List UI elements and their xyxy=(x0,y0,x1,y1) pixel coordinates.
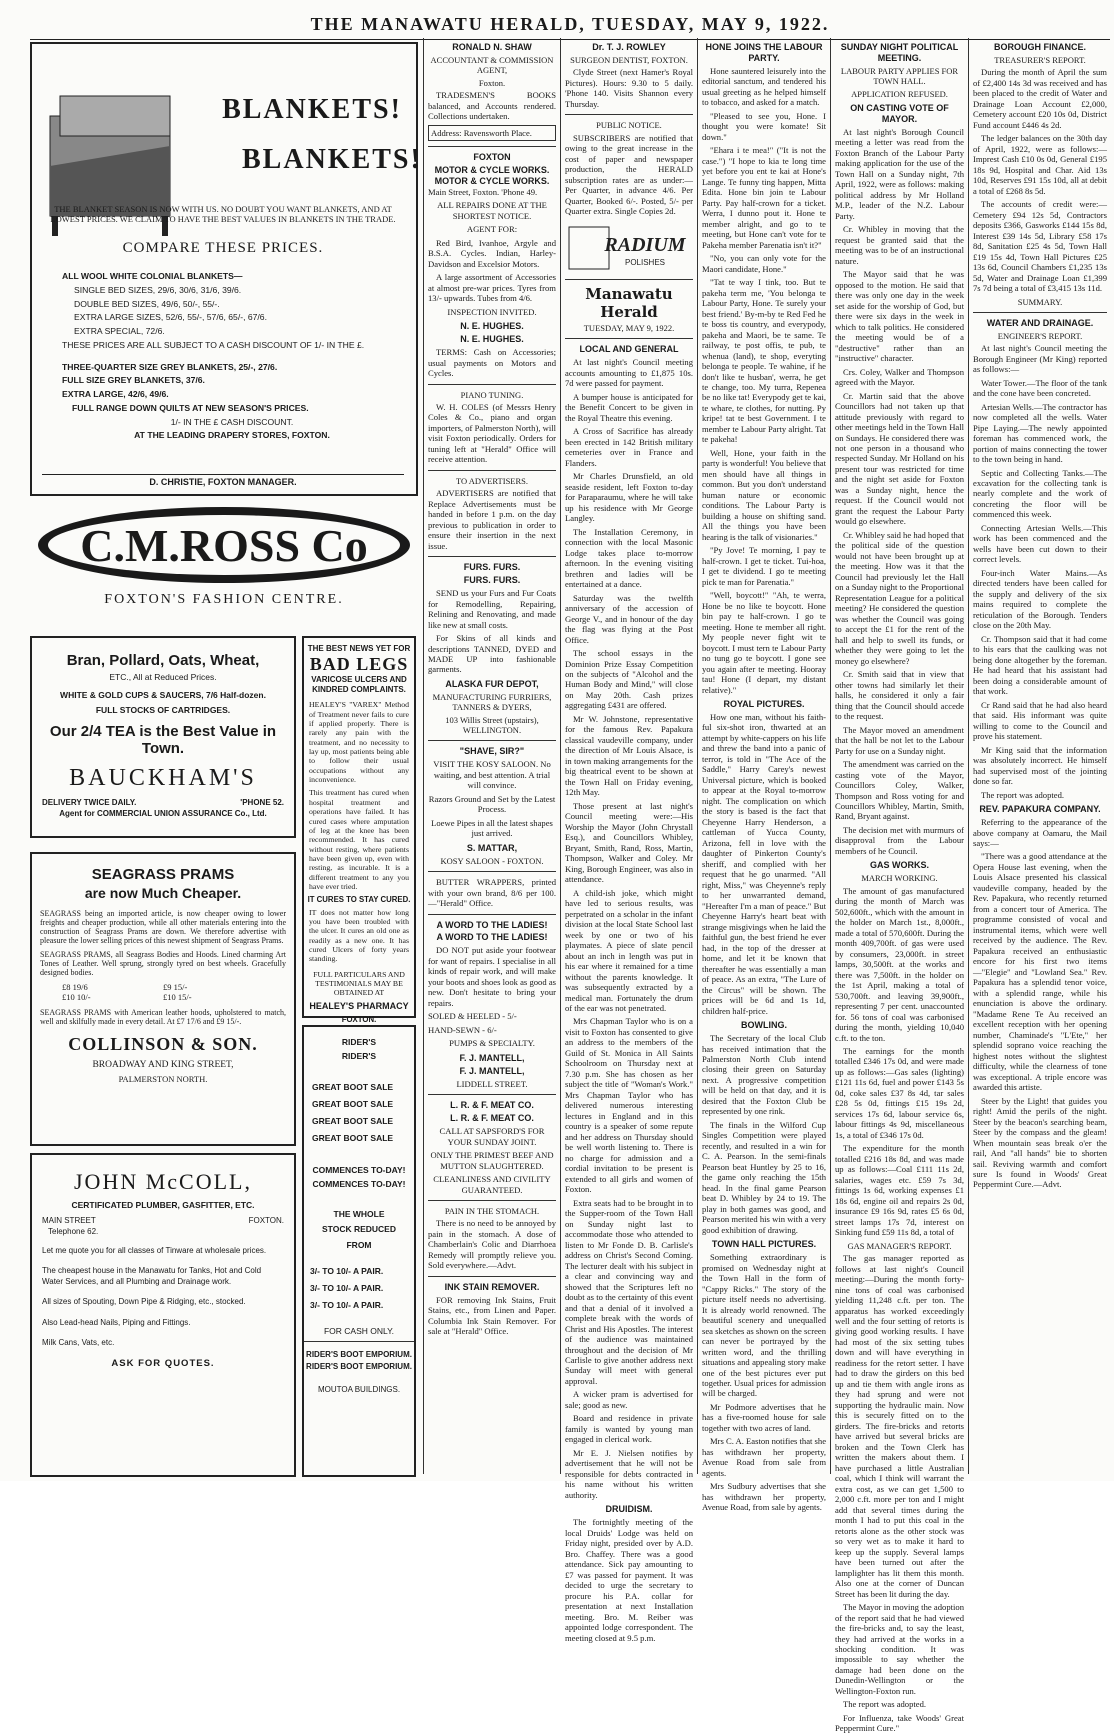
alaska-name: ALASKA FUR DEPOT, xyxy=(445,678,539,689)
news-paragraph: At last night's Council meeting the Borough Engineer (Mr King) reported as follows:— xyxy=(973,343,1107,375)
price-line: DOUBLE BED SIZES, 49/6, 50/-, 55/-. xyxy=(74,298,220,309)
meat-name: L. R. & F. MEAT CO. xyxy=(450,1100,534,1111)
healeys-name: HEALEY'S PHARMACY xyxy=(309,1000,409,1011)
news-paragraph: Those present at last night's Council meeting were:—His Worship the Mayor (John Chrystall Esq.), and Councillors Whibley, Bryant, Smith, Rand, Ross, Martin, Thompson, Walker and Coley. Mr King, Borough Engineer, was also in attendance. xyxy=(565,800,693,885)
bauckham-line: Bran, Pollard, Oats, Wheat, xyxy=(66,652,260,669)
news-paragraph: The expenditure for the month totalled £216 18s 8d, and was made up as follows:—Coal £111 11s 2d, salaries, wages etc. £59 7s 3d, fittings 1s 6d, working expenses £1 18s 6d, engine oil and repairs 2s 0d, insurance £9 16s 9d, rates £5 6s 0d, street lamps 17s 7d, interest on Sinking fund £59 11s 8d, a total of xyxy=(835,1143,964,1238)
badlegs-advert xyxy=(302,636,416,1025)
news-paragraph: The Mayor moved an amendment that the hall be not let to the Labour Party for use on a Sunday night. xyxy=(835,724,964,756)
price: £9 15/- xyxy=(163,982,188,992)
ladies-text: DO NOT put aside your footwear for want of repairs. I specialise in all kinds of repair work, and will make your boots and shoes look as good as new. Don't hesitate to bring your repairs. xyxy=(428,945,556,1008)
mccoll-line: All sizes of Spouting, Down Pipe & Ridging, etc., stocked. xyxy=(42,1297,246,1307)
blankets-title-1: BLANKETS! xyxy=(222,94,402,125)
blanket-price-list xyxy=(62,270,402,443)
alaska-text: 103 Willis Street (upstairs), WELLINGTON. xyxy=(445,714,539,735)
finance-heading: BOROUGH FINANCE. xyxy=(994,42,1086,52)
news-paragraph: The Mayor in moving the adoption of the report said that he had viewed the fire-bricks and, to say the least, they had arrived at the works in a shocking condition. It was impossible to say whether the damage had been done on the Dunedin-Wellington or the Wellington-Foxton run. xyxy=(835,1602,964,1696)
prams-advert xyxy=(30,852,296,1146)
kosy-text: VISIT THE KOSY SALOON. No waiting, and best attention. A trial will convince. xyxy=(433,759,551,791)
mccoll-line: Milk Cans, Vats, etc. xyxy=(42,1337,115,1347)
price-line: EXTRA SPECIAL, 72/6. xyxy=(74,326,165,336)
prams-text: SEAGRASS PRAMS with American leather hoods, upholstered to match, well and skilfully made in every detail. At £7 17/6 and £9 15/-. xyxy=(40,1008,286,1026)
column-6 xyxy=(973,38,1107,1474)
riders-cash: FOR CASH ONLY. xyxy=(323,1325,395,1336)
papakura-heading: REV. PAPAKURA COMPANY. xyxy=(979,804,1101,815)
news-paragraph: Connecting Artesian Wells.—This work has been commenced and the wells have been cut down to their correct levels. xyxy=(973,522,1107,565)
notice-heading: PUBLIC NOTICE. xyxy=(596,120,662,131)
shaw-name: RONALD N. SHAW xyxy=(452,42,532,52)
phone-text: 'PHONE 52. xyxy=(240,798,284,807)
column-4 xyxy=(702,38,827,1513)
news-paragraph: The report was adopted. xyxy=(843,1699,927,1710)
price-line: 1/- IN THE £ CASH DISCOUNT. xyxy=(170,416,294,427)
advertisers-text: ADVERTISERS are notified that Replace Advertisements must be handed in before 1 p.m. on the day previous to publication in order to ensure their insertion in the next issue. xyxy=(428,488,556,551)
repair-price: HAND-SEWN - 6/- xyxy=(428,1024,497,1035)
news-paragraph: The Mayor said that he was opposed to the motion. He said that there was only one day in the week set aside for the worship of God, but there were six days in the week in which to talk politics. He considered the meeting would be of a "destructive" rather than an "instructive" character. xyxy=(835,269,964,364)
political-subheading: ON CASTING VOTE OF MAYOR. xyxy=(850,103,949,124)
news-paragraph: "Py Jove! Te morning, I pay te half-crown. I get te ticket. Tui-hoa, I get te dividend. I go te meeting pick te man for Parenatia." xyxy=(702,545,826,587)
compare-heading: COMPARE THESE PRICES. xyxy=(122,240,324,256)
mccoll-line: Also Lead-head Nails, Piping and Fittings. xyxy=(42,1317,191,1327)
collinson-name: COLLINSON & SON. xyxy=(68,1034,258,1054)
bauckham-agent: Agent for COMMERCIAL UNION ASSURANCE Co., Ltd. xyxy=(59,809,267,818)
riders-emporium: RIDER'S BOOT EMPORIUM. xyxy=(306,1361,412,1371)
bauckham-footer xyxy=(42,798,284,807)
riders-whole: THE WHOLE STOCK REDUCED FROM xyxy=(322,1209,396,1250)
motor-terms: TERMS: Cash on Accessories; usual payments on Motors and Cycles. xyxy=(428,347,556,379)
ladies-heading: A WORD TO THE LADIES! xyxy=(436,919,548,930)
motor-agents: Red Bird, Ivanhoe, Argyle and B.S.A. Cycles. Indian, Harley-Davidson and Excelsior Motors. xyxy=(428,237,556,269)
shaw-town: Foxton. xyxy=(478,77,506,88)
motor-accessories: A large assortment of Accessories at almost pre-war prices. Tyres from 13/- upwards. Tubes from 4/6. xyxy=(428,272,556,304)
price-line: SINGLE BED SIZES, 29/6, 30/6, 31/6, 39/6. xyxy=(74,284,242,295)
political-subheading: LABOUR PARTY APPLIES FOR TOWN HALL. xyxy=(840,65,959,87)
price-line: FULL RANGE DOWN QUILTS AT NEW SEASON'S PRICES. xyxy=(72,402,309,413)
news-paragraph: "No, you can only vote for the Maori candidate, Hone." xyxy=(702,253,826,274)
meat-name: L. R. & F. MEAT CO. xyxy=(450,1113,534,1124)
sale-line: GREAT BOOT SALE xyxy=(312,1116,394,1126)
blankets-title-2: BLANKETS! xyxy=(242,144,422,175)
hughes-name: N. E. HUGHES. xyxy=(460,334,524,345)
news-paragraph: Mrs Chapman Taylor who is on a visit to Foxton has consented to give an address to the members of the Guild of St. Monica in All Saints Schoolroom on Thursday next at 7.30 p.m. She has chosen as her subject the title of "Woman's Work." Mrs Chapman Taylor who has delivered numerous interesting lectures in England and in this country is a speaker of some repute and her address on Thursday should be well worth listening to. There is no charge for admission and a cordial invitation to be present is extended to all girls and women of Foxton. xyxy=(565,1016,693,1195)
motor-agent: AGENT FOR: xyxy=(466,224,518,235)
badlegs-text: HEALEY'S "VAREX" Method of Treatment never fails to cure if applied properly. There is rarely any pain with the treatment, and no necessity to lay up, most patients being able to follow their usual occupations without any inconvenience. xyxy=(309,700,409,785)
news-paragraph: Mr E. J. Nielsen notifies by advertisement that he will not be responsible for debts contracted in his name without his written authority. xyxy=(565,1447,693,1500)
news-paragraph: Mr W. Johnstone, representative for the famous Rev. Papakura classical vaudeville company, under the direction of Mr Louis Alsace, is in town making arrangements for the big theatrical event to be shown at the Town Hall on Friday evening, 12th May. xyxy=(565,713,693,798)
bauckham-line: FULL STOCKS OF CARTRIDGES. xyxy=(95,705,231,715)
badlegs-text: This treatment has cured when hospital treatment and operations have failed. It has cured cases where amputation of leg at the knee has been recommended. It has cured without resting, where patients have been given up, even with resting, as incurable. It is a different treatment to any you have ever tried. xyxy=(309,788,409,891)
svg-text:RADIUM: RADIUM xyxy=(604,233,686,256)
news-paragraph: The fortnightly meeting of the local Druids' Lodge was held on Friday night, presided over by A.D. Bro. Chaffey. There was a good attendance. Sick pay amounting to £7 was passed for payment. It was decided to urge the secretary to procure his P.A. collar for presentation at next Installation meeting. Bro. M. Reiber was appointed lodge correspondent. The meeting closed at 9.5 p.m. xyxy=(565,1517,693,1643)
news-paragraph: At last night's Council meeting accounts amounting to £1,875 10s. 7d were passed for payment. xyxy=(565,357,693,389)
sale-line: GREAT BOOT SALE xyxy=(312,1133,394,1143)
news-paragraph: Artesian Wells.—The contractor has now completed all the wells. Water Pipe Laying.—The newly appointed foreman has commenced work, the portion of mains connecting the tower to the town being in hand. xyxy=(973,401,1107,465)
price-line: FULL SIZE GREY BLANKETS, 37/6. xyxy=(62,375,205,386)
shaw-address: Address: Ravensworth Place. xyxy=(428,125,556,141)
badlegs-heading: BAD LEGS xyxy=(309,653,409,674)
column-rule xyxy=(968,38,969,1474)
street: MAIN STREET xyxy=(42,1216,96,1225)
news-paragraph: Referring to the appearance of the above company at Oamaru, the Mail says:— xyxy=(973,817,1107,848)
prams-heading: are now Much Cheaper. xyxy=(84,885,242,901)
prams-heading: SEAGRASS PRAMS xyxy=(91,866,235,883)
meat-text: CALL AT SAPSFORD'S FOR YOUR SUNDAY JOINT. xyxy=(439,1126,545,1147)
rowley-name: Dr. T. J. ROWLEY xyxy=(592,42,666,52)
news-paragraph: A bumper house is anticipated for the Benefit Concert to be given in the Royal Theatre this evening. xyxy=(565,391,693,423)
news-paragraph: Hone sauntered leisurely into the editorial sanctum, and tendered his usual greeting as he helped himself to tobacco, and asked for a match. xyxy=(702,65,826,108)
news-paragraph: Cr Rand said that he had also heard that said. His informant was quite willing to come to the Council and prove his statement. xyxy=(973,699,1107,742)
news-paragraph: Mrs C. A. Easton notifies that she has withdrawn her property, Avenue Road from sale from agents. xyxy=(702,1436,827,1478)
news-paragraph: How one man, without his faith-ful six-shot iron, thwarted at an attempt by white-cappers on his life and threw the band into a panic of terror, is told in "The Ace of the Saddle," Harry Carey's newest Universal picture, which is booked to appear at the Royal to-morrow night. The complication on which the story is based is the fact that Cheyenne Harry Henderson, a cattleman of Yucca County, Arizona, fell in love with the daughter of Pinkerton County's sheriff, and complied with her request that he go unarmed. "All right, Miss," was Cheyenne's reply to her unwarranted demand, "Hereafter I'm a man of peace." But Cheyenne Harry's heart beat with strange misgivings when he laid the faithful gun, the best friend he ever had, in the top of the dresser at home, and let it be known that thereafter he was essentially a man of peace. As an extra, "The Lure of the Circus" will be shown. The prices will be 6d and 1s 1d, children half-price. xyxy=(702,712,826,1016)
meat-text: CLEANLINESS AND CIVILITY GUARANTEED. xyxy=(433,1174,551,1195)
badlegs-text: FULL PARTICULARS AND TESTIMONIALS MAY BE OBTAINED AT xyxy=(313,969,405,998)
price-line: EXTRA LARGE, 42/6, 49/6. xyxy=(62,389,169,399)
meat-text: ONLY THE PRIMEST BEEF AND MUTTON SLAUGHTERED. xyxy=(430,1150,554,1171)
price-line: THREE-QUARTER SIZE GREY BLANKETS, 25/-, 27/6. xyxy=(62,361,278,372)
motor-repairs: ALL REPAIRS DONE AT THE SHORTEST NOTICE. xyxy=(437,200,547,221)
delivery-text: DELIVERY TWICE DAILY. xyxy=(42,798,137,807)
mccoll-quotes: ASK FOR QUOTES. xyxy=(111,1358,215,1370)
rowley-text: Clyde Street (next Hamer's Royal Pictures). Hours: 9.30 to 5 daily. 'Phone 140. Visits Shannon every Thursday. xyxy=(565,67,693,109)
badlegs-heading: VARICOSE ULCERS AND KINDRED COMPLAINTS. xyxy=(311,675,407,694)
news-paragraph: Cr. Martin said that the above Councillors had not taken up that attitude previously with regard to other meetings held in the Town Hall on Sundays. He considered there was not one person in a thousand who respected Sunday. Mr Holland on his present tour was restricted for time and the night set aside for Foxton was a Sunday night, hence the request. If the Council would not grant the request the Labour Party would go elsewhere. xyxy=(835,390,964,527)
herald-date: TUESDAY, MAY 9, 1922. xyxy=(583,323,675,334)
riders-heading: RIDER'S xyxy=(341,1037,377,1047)
news-paragraph: The finals in the Wilford Cup Singles Competition were played recently, and resulted in a win for C. A. Pearson. In the semi-finals Pearson beat Huntley by 25 to 16, the game only reaching the 15th head. In the final game Pearson beat D. Whibley by 24 to 19. The play in both games was good, and Pearson merited his win with a very good exhibition of drawing. xyxy=(702,1119,826,1235)
motor-heading: FOXTON xyxy=(473,151,511,162)
news-paragraph: Mr Podmore advertises that he has a five-roomed house for sale together with two acres of land. xyxy=(702,1401,826,1433)
mccoll-line: The cheapest house in the Manawatu for Tanks, Hot and Cold Water Services, and all Plumbing and Drainage work. xyxy=(42,1266,262,1286)
collinson-address: PALMERSTON NORTH. xyxy=(118,1074,208,1084)
news-paragraph: The Installation Ceremony, in connection with the local Masonic Lodge takes place to-morrow afternoon. In the evening visiting brethren and ladies will be entertained at a dance. xyxy=(565,526,693,590)
badlegs-heading: IT CURES TO STAY CURED. xyxy=(307,895,411,905)
butter-text: BUTTER WRAPPERS, printed with your own brand, 8/6 per 100. —"Herald" Office. xyxy=(428,877,556,909)
riders-advert xyxy=(302,1025,416,1477)
blankets-intro: THE BLANKET SEASON IS NOW WITH US. NO DOUBT YOU WANT BLANKETS, AND AT LOWEST PRICES. WE CLAIM TO HAVE THE BEST VALUES IN BLANKETS IN THE TRADE. xyxy=(50,204,396,224)
kosy-text: Razors Ground and Set by the Latest Process. xyxy=(428,793,556,815)
price: £10 10/- xyxy=(62,992,91,1002)
shave-heading: "SHAVE, SIR?" xyxy=(459,746,525,757)
badlegs-heading: THE BEST NEWS YET FOR xyxy=(307,644,411,653)
mantell-name: F. J. MANTELL, xyxy=(459,1052,525,1063)
alaska-text: MANUFACTURING FURRIERS, TANNERS & DYERS, xyxy=(432,691,552,713)
mattar-name: S. MATTAR, xyxy=(466,842,518,853)
news-paragraph: "There was a good attendance at the Opera House last evening, when the Louis Alsace presented his classical vaudeville company, headed by the Rev. Papakura, who recently returned from a concert tour of America. The programme consisted of vocal and instrumental items, which were well received by the audience. The Rev. Papakura received an enthusiastic encore for his first two items—"Elegie" and "Lowland Sea." Rev. Papakura has a splendid tenor voice, with a splendid range, while his enunciation is above the ordinary. "Madame Rene Te Au received an excellent reception with her opening number, Chaminade's "L'Ete," her splendid soprano voice reaching the highest notes without the slightest difficulty, while the clearness of tone was exceptional. A triple encore was awarded this artiste. xyxy=(973,851,1107,1093)
news-paragraph: Saturday was the twelfth anniversary of the accession of George V., and in honour of the day the flag was flying at the Post Office. xyxy=(565,592,693,645)
furs-text: SEND us your Furs and Fur Coats for Remodelling, Repairing, Relining and Renovating, and made like new at small costs. xyxy=(428,588,556,630)
herald-title: Manawatu Herald xyxy=(585,284,673,321)
riders-prices xyxy=(310,1263,408,1314)
gas-subheading: MARCH WORKING. xyxy=(861,873,938,884)
motor-inspection: INSPECTION INVITED. xyxy=(447,306,537,317)
pain-text: There is no need to be annoyed by pain in the stomach. A dose of Chamberlain's Colic and Diarrhoea Remedy will promptly relieve you. Sold everywhere.—Advt. xyxy=(428,1218,556,1271)
news-paragraph: "Ehara i te mea!" ("It is not the case.") "I hope to kia te long time yet before you ent te kai at Hone's Lange. Te funny ting happen, Mitta Edita. Hone bin join te Labour Party. Pay half-crown for a ticket. Werra, I dunno pout it. Hone te member alright, and go to te meeting, but Hone can't vote for te Pakeha member Parenatia isn't it?" xyxy=(702,145,826,250)
bauckham-advert xyxy=(30,636,296,838)
riders-moutoa: MOUTOA BUILDINGS. xyxy=(317,1384,401,1394)
repair-price: PUMPS & SPECIALTY. xyxy=(449,1038,535,1049)
mantell-name: F. J. MANTELL, xyxy=(459,1065,525,1076)
healeys-town: FOXTON. xyxy=(341,1015,377,1025)
riders-commences: COMMENCES TO-DAY! xyxy=(312,1179,406,1189)
mccoll-advert xyxy=(30,1153,296,1477)
price-line: AT THE LEADING DRAPERY STORES, FOXTON. xyxy=(134,430,330,441)
news-paragraph: The ledger balances on the 30th day of April, 1922, were as follows:—Imprest Cash £10 0s 0d, General £195 18s 9d, Hospital and Char. Aid 13s 10d, Reserves £91 15s 10d, all at debit a total of £268 8s 5d. xyxy=(973,133,1107,196)
sale-line: GREAT BOOT SALE xyxy=(312,1099,394,1109)
news-paragraph: The report was adopted. xyxy=(981,789,1065,800)
mccoll-name: JOHN McCOLL, xyxy=(74,1169,252,1194)
notice-text: SUBSCRIBERS are notified that owing to the great increase in the cost of paper and newspaper production, the HERALD subscription rates are as under:— Per Quarter, in advance 4/6. Per Quarter, Booked 6/-. Posted, 5/- per Quarter extra. Single Copies 2d. xyxy=(565,132,693,217)
radium-logo xyxy=(565,223,693,273)
riders-heading: RIDER'S xyxy=(341,1051,377,1061)
hughes-name: N. E. HUGHES. xyxy=(460,321,524,332)
news-paragraph: Mr Charles Drunsfield, an old seaside resident, left Foxton to-day for Paraparaumu, where he will take up his residence with Mr George Langley. xyxy=(565,471,693,524)
news-paragraph: Cr. Smith said that in view that other towns had similarly let their halls, he considered it only a fair thing that the Council should accede to the request. xyxy=(835,669,964,722)
mccoll-list xyxy=(42,1246,284,1348)
prams-prices xyxy=(62,982,264,1002)
shaw-title: ACCOUNTANT & COMMISSION AGENT, xyxy=(430,54,554,76)
column-2 xyxy=(428,38,556,1474)
summary-heading: SUMMARY. xyxy=(1017,296,1063,307)
column-3 xyxy=(565,38,693,1643)
news-paragraph: "Well, boycott!" "Ah, te werra, Hone be no like te boycott. Hone bin pay te half-crown. I go te meeting. Hone te member all right. My people never fight wit te boycott. I must tern te Labour Party no tung go te boycott. I gone see you again after te meeting. Hooray tau! Hone (I depart, my distant relative)." xyxy=(702,590,826,695)
news-paragraph: A Cross of Sacrifice has already been erected in 142 British military cemeteries over in France and Flanders. xyxy=(565,426,693,468)
blankets-manager: D. CHRISTIE, FOXTON MANAGER. xyxy=(42,474,404,487)
ross-tagline: FOXTON'S FASHION CENTRE. xyxy=(104,592,344,607)
news-paragraph: Well, Hone, your faith in the party is wonderful! You believe that men should have all things in common. But you don't understand human nature or economic conditions. The Labour Party is building a house on shifting sand. All the things you have been hearing is the talk of visionaries." xyxy=(702,447,826,542)
bauckham-line: Our 2/4 TEA is the Best Value in Town. xyxy=(49,723,277,757)
svg-text:POLISHES: POLISHES xyxy=(624,257,666,267)
local-heading: LOCAL AND GENERAL xyxy=(579,344,679,355)
news-paragraph: Extra seats had to be brought in to the Supper-room of the Town Hall on Sunday night last to accommodate those who attended to listen to Mr Fonde D. B. Carlisle's address on Christ's Second Coming. The lecturer dealt with his subject in a clear and convincing way and showed that the Scriptures left no doubt as to the certainty of this event and that a denial of it involved a complete break with the words of Christ and His Apostles. The interest of the audience was maintained throughout and the decision of Mr Carlisle to give another address next Sunday will meet with general approval. xyxy=(565,1197,693,1386)
ross-logo xyxy=(36,505,412,585)
water-heading: WATER AND DRAINAGE. xyxy=(986,317,1094,328)
news-paragraph: Steer by the Light! that guides you right! Amid the perils of the night. Steer by the beacon's searching beam, Steer by the compass and the gleam! When mountain seas break o'er the rail, And "all hands" bie to shorten sail. Reviving warmth and comfort sure Is found in Woods' Great Peppermint Cure.—Advt. xyxy=(973,1095,1107,1190)
news-paragraph: "Tat te way I tink, too. But te pakeha term me, 'You belonga te Labour Party, Hone. Te surely your best friend.' By-m-by te Red Fed he te boss tis country, and everypody, pakeha and Maori, be te same. Te railway, te post offis, te pub, te whenua (land), te shop, everyting belonga te people. Te wahine, if he don't like te husban', werra, he get te change, too. My turra, Repenea be no like tat! Everypody get te kai, te whare, te clothes, for nutting. Py kripe! tat te best Government. I te member te Labour Party alright. Tat te pakeha! xyxy=(702,277,826,445)
column-rule xyxy=(560,38,561,1474)
news-paragraph: During the month of April the sum of £2,400 14s 3d was received and has been placed to the credit of Water and Drainage Loan Account £2,000, Cemetery account £20 10s 0d, District Fund account £446 4s 2d. xyxy=(973,67,1107,130)
price: £8 19/6 xyxy=(62,982,88,992)
water-subheading: ENGINEER'S REPORT. xyxy=(997,330,1083,341)
mccoll-trade: CERTIFICATED PLUMBER, GASFITTER, ETC. xyxy=(71,1200,255,1210)
hone-heading: HONE JOINS THE LABOUR PARTY. xyxy=(705,42,823,63)
ink-heading: INK STAIN REMOVER. xyxy=(444,1281,540,1292)
news-paragraph: At last night's Borough Council meeting a letter was read from the Foxton Branch of the Labour Party making application for the use of the Town Hall on a Sunday night, 7th April, 1922, were as follows: making political address by Mr Holland M.P., leader of the N.Z. Labour Party. xyxy=(835,126,964,221)
shaw-text: TRADESMEN'S BOOKS balanced, and Accounts rendered. Collections undertaken. xyxy=(428,90,556,122)
furs-heading: FURS. FURS. xyxy=(463,575,521,586)
price-heading: ALL WOOL WHITE COLONIAL BLANKETS— xyxy=(62,271,243,281)
sale-line: GREAT BOOT SALE xyxy=(312,1082,394,1092)
news-paragraph: Mr King said that the information was absolutely incorrect. He himself had supervised most of the jointing done so far. xyxy=(973,744,1107,787)
news-paragraph: The amendment was carried on the casting vote of the Mayor, Councillors Coley, Walker, Thompson and Ross voting for and Councillors Whibley, Martin, Smith, Rand, Bryant against. xyxy=(835,759,964,822)
town: FOXTON. xyxy=(248,1216,284,1225)
news-paragraph: Crs. Coley, Walker and Thompson agreed with the Mayor. xyxy=(835,366,964,388)
price-line: 3/- TO 10/- A PAIR. xyxy=(310,1299,384,1310)
political-heading: SUNDAY NIGHT POLITICAL MEETING. xyxy=(840,42,959,63)
column-5 xyxy=(835,38,964,1734)
piano-heading: PIANO TUNING. xyxy=(460,389,524,400)
furs-text: For Skins of all kinds and descriptions TANNED, DYED and MADE UP into fashionable garments. xyxy=(428,633,556,675)
price-line: THESE PRICES ARE ALL SUBJECT TO A CASH DISCOUNT OF 1/- IN THE £. xyxy=(62,339,365,350)
column-rule xyxy=(830,38,831,1474)
mccoll-phone: Telephone 62. xyxy=(48,1227,99,1236)
blankets-advert xyxy=(30,42,422,496)
news-paragraph: Four-inch Water Mains.—As directed tenders have been called for the supply and delivery of the six mains required to complete the reticulation of the Borough. Tenders close on the 20th May. xyxy=(973,567,1107,631)
news-paragraph: Something extraordinary is promised on Wednesday night at the Town Hall in the form of "Cappy Ricks." The story of the picture itself needs no advertising. It is already world renowned. The beautiful scenery and unequalled sea sketches as shown on the screen can never be portrayed by the written word, and the thrilling situations and appealing story make one of the best pictures ever put together. Usual prices for admission will be charged. xyxy=(702,1252,826,1399)
finance-subheading: TREASURER'S REPORT. xyxy=(994,54,1086,65)
bauckham-line: ETC., All at Reduced Prices. xyxy=(109,672,217,682)
ladies-heading: A WORD TO THE LADIES! xyxy=(436,932,548,943)
pain-heading: PAIN IN THE STOMACH. xyxy=(444,1206,540,1217)
price-line: EXTRA LARGE SIZES, 52/6, 55/-, 57/6, 65/-, 67/6. xyxy=(74,312,267,323)
news-paragraph: Mrs Sudbury advertises that she has withdrawn her property, Avenue Road, from sale by agents. xyxy=(702,1481,826,1513)
ink-text: FOR removing Ink Stains, Fruit Stains, etc., from Linen and Paper. Columbia Ink Stain Remover. For sale at "Herald" Office. xyxy=(428,1294,556,1337)
masthead: THE MANAWATU HERALD, TUESDAY, MAY 9, 1922. xyxy=(30,14,1110,40)
svg-text:C.M.ROSS Co: C.M.ROSS Co xyxy=(80,520,368,571)
news-paragraph: "Pleased to see you, Hone. I thought you were komate! Sit down." xyxy=(702,110,826,142)
prams-text: SEAGRASS being an imported article, is now cheaper owing to lower freights and cheaper production, while all other materials entering into the construction of Seagrass Prams are down. We therefore advertise with pleasure the lower selling prices of this newest shipment of Seagrass Prams. xyxy=(40,909,286,945)
price: £10 15/- xyxy=(163,992,192,1002)
riders-sale-list xyxy=(312,1079,406,1147)
news-paragraph: The accounts of credit were:—Cemetery £94 12s 5d, Contractors deposits £366, Gasworks £144 15s 8d, Interest £39 14s 5d, Library £58 17s 8d, Sanitation £25 4s 5d, Town Hall £19 15s 4d, Town Hall Pictures £25 13s 6d, Council Chambers £1,235 13s 5d, Water and Drainage Loan £1,399 7s 7d being a total of £3,415 13s 11d. xyxy=(973,199,1107,294)
riders-emporium: RIDER'S BOOT EMPORIUM. xyxy=(306,1349,412,1359)
prams-text: SEAGRASS PRAMS, all Seagrass Bodies and Hoods. Lined charming Art Tones of Leather. Well sprung, strongly tyred on best wheels. Gracefully designed bodies. xyxy=(40,950,286,977)
gas-heading: GAS WORKS. xyxy=(869,860,929,871)
bauckham-line: WHITE & GOLD CUPS & SAUCERS, 7/6 Half-dozen. xyxy=(60,690,266,700)
piano-text: W. H. COLES (of Messrs Henry Coles & Co., piano and organ importers, of Palmerston North), will visit Foxton periodically. Orders for tuning left at "Herald" Office will receive attention. xyxy=(428,401,556,465)
kosy-text: Loewe Pipes in all the latest shapes just arrived. xyxy=(431,817,553,839)
collinson-address: BROADWAY AND KING STREET, xyxy=(92,1060,234,1070)
repair-price: SOLED & HEELED - 5/- xyxy=(428,1011,517,1022)
political-subheading: APPLICATION REFUSED. xyxy=(851,88,948,99)
mccoll-address xyxy=(42,1216,284,1225)
motor-address: Main Street, Foxton. 'Phone 49. xyxy=(428,186,538,197)
badlegs-text: IT does not matter how long you have been troubled with the ulcer. It cures an old one as readily as a new one. It has cured Ulcers of forty years standing. xyxy=(309,907,409,964)
riders-commences: COMMENCES TO-DAY! xyxy=(312,1165,406,1175)
news-paragraph: The amount of gas manufactured during the month of March was 502,600ft., which with the amount in the holder on March 1st., 8,000ft., made a total of 570,600ft. During the month 409,700ft. of gas were used by consumers, 23,000ft. in street lamps, 30,500ft. at the works and there was 7,500ft. in the holder on the 1st April, making a total of 530,700ft. and leaving 39,900ft., representing 7 per cent. unaccounted for. 56 tons of coal was carbonised during the month, yielding 10,040 c.ft. to the ton. xyxy=(835,885,964,1043)
bauckham-name: BAUCKHAM'S xyxy=(69,765,257,791)
townhall-heading: TOWN HALL PICTURES. xyxy=(711,1239,817,1250)
news-paragraph: For Influenza, take Woods' Great Peppermint Cure." xyxy=(835,1712,964,1734)
news-paragraph: A child-ish joke, which might have led to serious results, was perpetrated on a scholar in the infant division at the local State School last week by one or two of his playmates. A piece of slate pencil about an inch in length was put in his ear where it remained for a time without the parents knowledge. It was subsequently extracted by a medical man. Fortunately the drum of the ear was not penetrated. xyxy=(565,887,693,1013)
news-paragraph: Cr. Whibley said he had hoped that the political side of the question would not have been brought up at the meeting. How was it that the Council had previously let the Hall on a Sunday night to the Proportional Representation League for a political meeting? He considered the question was whether the Council was going to accept the £1 for the rent of the hall and help to swell its funds, or whether they were going to let the money go elsewhere? xyxy=(835,529,964,666)
gas-subheading: GAS MANAGER'S REPORT. xyxy=(847,1240,952,1251)
mantell-address: LIDDELL STREET. xyxy=(456,1078,528,1089)
druid-heading: DRUIDISM. xyxy=(605,1504,653,1515)
rowley-title: SURGEON DENTIST, FOXTON. xyxy=(570,54,688,65)
furs-heading: FURS. FURS. xyxy=(463,562,521,573)
mccoll-line: Let me quote you for all classes of Tinware at wholesale prices. xyxy=(42,1246,267,1255)
news-paragraph: Water Tower.—The floor of the tank and the cone have been concreted. xyxy=(973,377,1107,399)
bowling-heading: BOWLING. xyxy=(741,1020,787,1031)
news-paragraph: The decision met with murmurs of disapproval from the Labour members of he Council. xyxy=(835,824,964,856)
news-paragraph: A wicker pram is advertised for sale; good as new. xyxy=(565,1389,693,1410)
price-line: 3/- TO 10/- A PAIR. xyxy=(310,1282,384,1293)
news-paragraph: The earnings for the month totalled £346 17s 0d, and were made up as follows:—Gas sales (lighting) £121 11s 6d, fuel and power £143 5s 0d, coke sales £37 8s 4d, tar sales £28 5s 0d, fittings £15 19s 2d, services 17s 6d, labour service 6s, labour fittings 4s 9d, miscellaneous 1s, a total of £346 17s 0d. xyxy=(835,1046,964,1140)
news-paragraph: Cr. Thompson said that it had come to his ears that the caulking was not being done altogether by the foreman. He had heard that his assistant had been doing a considerable amount of that work. xyxy=(973,633,1107,697)
column-rule xyxy=(697,38,698,1474)
mattar-text: KOSY SALOON - FOXTON. xyxy=(440,855,544,866)
news-paragraph: Septic and Collecting Tanks.—The excavation for the collecting tank is nearly complete and the work of concreting the floor will be commenced this week. xyxy=(973,467,1107,520)
price-line: 3/- TO 10/- A PAIR. xyxy=(310,1265,384,1276)
motor-heading: MOTOR & CYCLE WORKS. xyxy=(434,175,550,186)
advertisers-heading: TO ADVERTISERS. xyxy=(455,475,529,486)
news-paragraph: The gas manager reported as follows at last night's Council meeting:—During the month forty-nine tons of coal was carbonised yielding 11,248 c.ft. per ton. The apparatus has worked exceedingly well and the four setting of retorts is giving good working results. I have had most of the six setting tubes down and will have everything in readiness for the retort setter. I have had to draw the girders on this bed up and tie them with angle irons as they had sprung and were not supporting the hydraulic main. Now this is securely fitted on to the girders. The fire-bricks and retorts have arrived but several bricks are broken and the Town Clerk has written the makers about them. I have purchased a little Australian coal, which I think will warrant the extra cost, as we can get 1,500 to 2,000 c.ft. more per ton and I might add that several times during the month I had to put this coal in the retorts alone as the other stock was so very wet as to make it hard to keep up the supply. Several lamps have been turned out after the lamplighter has lit them this month. Also one at the corner of Duncan Street has been lit during the day. xyxy=(835,1253,964,1599)
news-paragraph: Board and residence in private family is wanted by young man engaged in clerical work. xyxy=(565,1413,693,1445)
news-paragraph: The Secretary of the local Club has received intimation that the Palmerston North Club intend closing their green on Saturday next. A progressive competition will be held on that day, and it is desired that the Foxton Club be represented by one rink. xyxy=(702,1033,826,1117)
column-rule xyxy=(423,38,424,1474)
news-paragraph: Cr. Whibley in moving that the request be granted said that the meeting was to be of an instructional nature. xyxy=(835,224,964,266)
royal-heading: ROYAL PICTURES. xyxy=(723,699,805,710)
news-paragraph: The school essays in the Dominion Prize Essay Competition on the subjects of "Alcohol and the Human Body and Mind," will close on May 20th. Cash prizes aggregating £431 are offered. xyxy=(565,648,693,711)
motor-heading: MOTOR & CYCLE WORKS. xyxy=(434,164,550,175)
